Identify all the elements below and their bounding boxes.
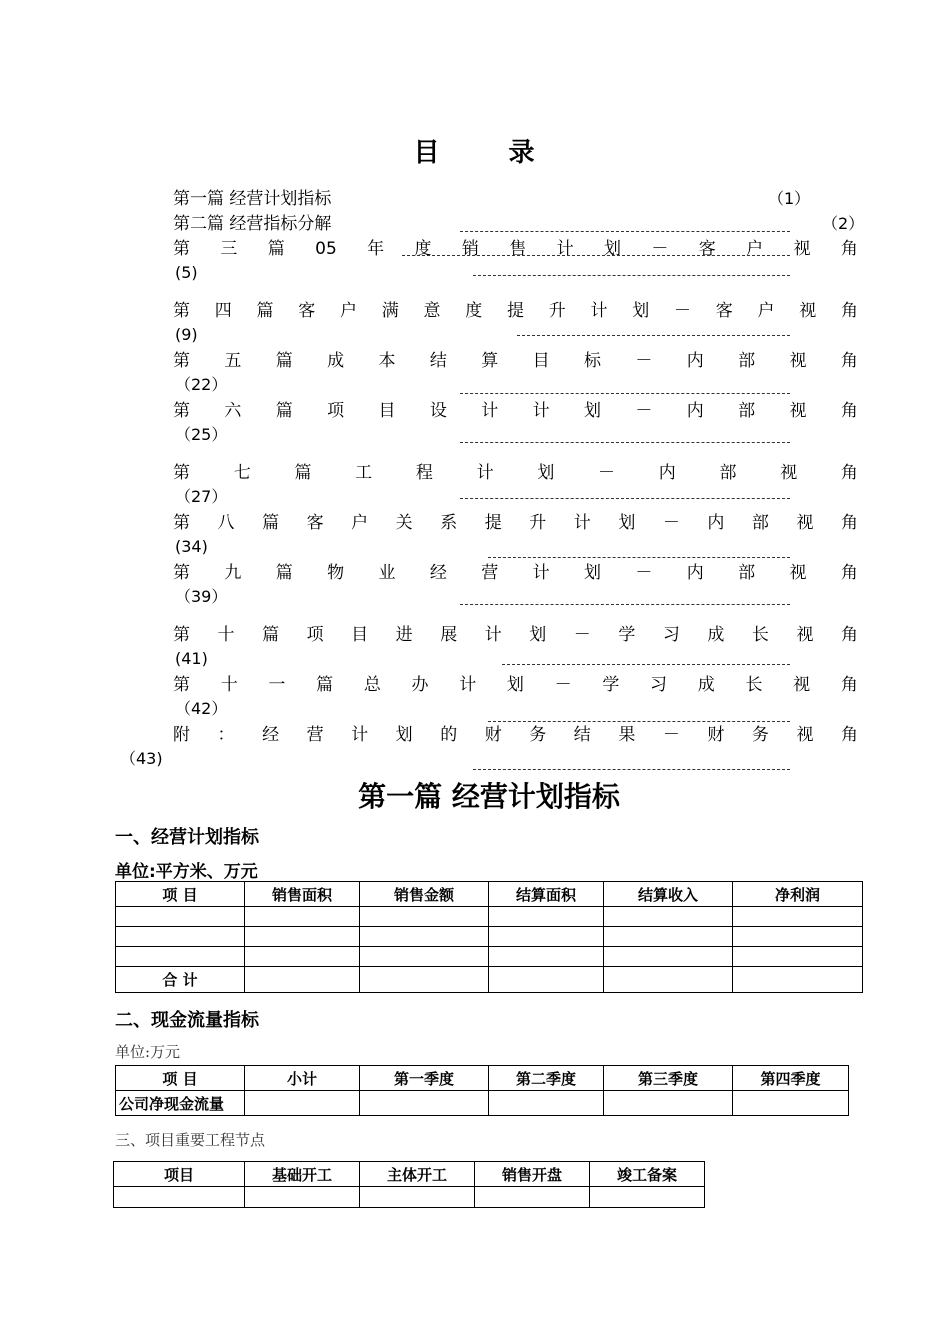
table-header-row [116,882,863,907]
toc-char: 成 [697,675,715,695]
toc-char: 篇 [316,675,334,695]
toc-entry-6[interactable] [173,399,858,423]
table-header: 销售金额 [360,882,489,907]
toc-char: 划 [537,463,555,483]
toc-char: 划 [618,513,636,533]
toc-char: 划 [506,675,524,695]
toc-char: 角 [840,625,858,645]
toc-entry-10[interactable] [173,623,858,647]
toc-char: 内 [686,401,704,421]
toc-char: 八 [217,513,235,533]
subsection-heading-3: 三、项目重要工程节点 [115,1131,266,1149]
toc-char: － [635,351,653,371]
toc-char: 第 [173,625,190,645]
toc-char: 视 [789,351,807,371]
toc-leader [460,604,790,605]
toc-char: ： [217,725,235,745]
table-header: 竣工备案 [590,1162,705,1187]
toc-page-ref: （39） [175,587,228,606]
toc-leader [473,275,790,276]
toc-char: 内 [707,513,725,533]
toc-char: 第 [173,513,190,533]
toc-char: 长 [745,675,763,695]
toc-char: 篇 [294,463,312,483]
table-row [116,907,863,927]
toc-char: 习 [662,625,680,645]
unit-label-1: 单位:平方米、万元 [115,862,258,882]
toc-char: 计 [556,239,574,259]
toc-char: 计 [532,563,550,583]
toc-char: 七 [233,463,251,483]
toc-char: 目 [351,625,369,645]
toc-char: 划 [604,239,622,259]
toc-char: 第 [173,675,190,695]
toc-char: 角 [840,725,858,745]
toc-char: 划 [584,563,601,583]
toc-char: 项 [306,625,324,645]
toc-char: 客 [715,301,733,321]
operating-plan-table [115,881,863,993]
table-header: 项目 [114,1162,245,1187]
toc-char: 十 [217,625,235,645]
toc-char: 角 [840,675,858,695]
toc-leader [460,498,790,499]
toc-char: 目 [532,351,550,371]
toc-char: 意 [423,301,441,321]
toc-char: 程 [415,463,433,483]
toc-char: 业 [378,563,396,583]
toc-char: 第 [173,239,190,259]
toc-char: 视 [796,513,814,533]
toc-char: 部 [738,351,756,371]
toc-page-ref: (34) [175,537,208,556]
toc-leader [517,335,790,336]
toc-char: 篇 [275,351,293,371]
toc-char: 视 [789,401,807,421]
table-row [116,947,863,967]
toc-char: 角 [840,351,858,371]
table-header: 小计 [245,1066,360,1091]
toc-page-ref: （25） [175,425,228,444]
toc-char: 角 [840,463,858,483]
toc-char: 提 [507,301,524,321]
toc-char: 物 [327,563,345,583]
toc-char: 经 [429,563,447,583]
toc-char: 营 [481,563,499,583]
toc-char: 部 [719,463,737,483]
toc-char: 客 [306,513,324,533]
section-title: 第一篇 经营计划指标 [358,780,620,813]
toc-char: 长 [751,625,769,645]
toc-char: 附 [173,725,190,745]
toc-char: 工 [355,463,373,483]
toc-char: 计 [481,401,499,421]
toc-entry-7[interactable] [173,461,858,485]
table-header-row [116,1066,849,1091]
table-header: 销售开盘 [475,1162,590,1187]
toc-char: 进 [395,625,413,645]
toc-char: 系 [440,513,458,533]
toc-char: 十 [220,675,238,695]
toc-char: － [662,513,680,533]
toc-char: 五 [224,351,242,371]
toc-char: 关 [395,513,413,533]
toc-char: 篇 [256,301,274,321]
toc-leader [402,255,790,256]
table-header-row [114,1162,705,1187]
toc-char: 划 [632,301,650,321]
toc-char: 角 [840,513,858,533]
toc-char: － [674,301,691,321]
toc-entry-12[interactable] [173,723,858,747]
toc-char: 内 [658,463,676,483]
toc-char: 视 [799,301,817,321]
toc-char: 视 [796,725,814,745]
toc-leader [460,231,790,232]
toc-char: － [635,563,653,583]
toc-page-ref: （1） [768,189,811,208]
toc-char: 部 [738,563,756,583]
toc-char: 四 [214,301,232,321]
toc-char: 度 [414,239,432,259]
toc-char: 办 [411,675,429,695]
toc-char: 05 [315,239,337,259]
toc-char: 客 [698,239,716,259]
toc-page-ref: （2） [822,214,865,233]
toc-char: 第 [173,301,190,321]
toc-page-ref: (41) [175,649,208,668]
toc-char: 满 [381,301,399,321]
toc-char: 篇 [267,239,285,259]
toc-char: 户 [757,301,775,321]
toc-entry-2[interactable] [173,212,331,236]
toc-char: 财 [707,725,725,745]
cash-flow-table [115,1065,849,1116]
toc-page-ref: (9) [175,325,198,344]
toc-char: 习 [650,675,668,695]
toc-char: － [662,725,680,745]
toc-char: 篇 [262,625,280,645]
toc-char: 果 [618,725,636,745]
toc-page-ref: （22） [175,375,228,394]
toc-char: 内 [686,351,704,371]
toc-char: 项 [327,401,345,421]
toc-char: 标 [584,351,601,371]
toc-leader [502,664,790,665]
toc-entry-3[interactable] [173,237,858,261]
toc-leader [488,557,790,558]
toc-char: 提 [484,513,502,533]
toc-char: 计 [351,725,369,745]
toc-char: 户 [340,301,357,321]
toc-char: 角 [840,401,858,421]
toc-char: 计 [573,513,591,533]
table-header: 销售面积 [245,882,360,907]
toc-char: 第 [173,401,190,421]
toc-char: 经 [262,725,280,745]
toc-char: 视 [796,625,814,645]
toc-char: 视 [793,239,811,259]
toc-char: 售 [509,239,527,259]
toc-entry-9[interactable] [173,561,858,585]
table-header: 第一季度 [360,1066,489,1091]
toc-char: 务 [529,725,547,745]
toc-char: 计 [532,401,550,421]
toc-char: 升 [548,301,566,321]
toc-char: 计 [459,675,477,695]
toc-char: 篇 [262,513,280,533]
toc-char: 设 [429,401,447,421]
toc-char: 户 [746,239,764,259]
table-header: 第二季度 [489,1066,604,1091]
toc-page-ref: （42） [175,699,228,718]
table-header: 结算收入 [604,882,733,907]
toc-leader [488,721,790,722]
toc-entry-11[interactable] [173,673,858,697]
subsection-heading-2: 二、现金流量指标 [115,1010,259,1031]
toc-char: 计 [476,463,494,483]
toc-char: 展 [440,625,458,645]
toc-entry-5[interactable] [173,349,858,373]
toc-char: － [573,625,591,645]
toc-char: 年 [367,239,385,259]
toc-char: 销 [461,239,479,259]
toc-entry-4[interactable] [173,299,858,323]
toc-entry-1[interactable] [173,187,331,211]
table-total-row [116,967,863,993]
toc-char: 三 [220,239,238,259]
toc-char: 角 [840,239,858,259]
toc-char: 第 [173,463,190,483]
toc-char: 升 [529,513,547,533]
table-header: 第四季度 [733,1066,849,1091]
toc-char: 结 [573,725,591,745]
toc-char: － [554,675,572,695]
table-header: 净利润 [733,882,863,907]
toc-char: 篇 [275,563,293,583]
toc-leader [460,393,790,394]
toc-page-ref: （27） [175,487,228,506]
toc-char: 财 [484,725,502,745]
toc-char: 成 [707,625,725,645]
toc-char: 六 [224,401,242,421]
toc-char: 部 [751,513,769,533]
toc-char: 第 [173,563,190,583]
total-label: 合 计 [116,967,245,993]
toc-char: 计 [484,625,502,645]
table-header: 结算面积 [489,882,604,907]
toc-leader [460,442,790,443]
toc-char: 第 [173,351,190,371]
milestone-table [113,1161,705,1208]
toc-char: 角 [840,563,858,583]
toc-char: 务 [751,725,769,745]
toc-char: 成 [327,351,345,371]
table-header: 主体开工 [360,1162,475,1187]
toc-page-ref: （43) [120,749,163,768]
toc-char: － [598,463,616,483]
toc-char: 篇 [275,401,293,421]
toc-char: 户 [351,513,369,533]
toc-char: 结 [429,351,447,371]
toc-char: 计 [590,301,608,321]
toc-char: 内 [686,563,704,583]
toc-char: 算 [481,351,499,371]
toc-char: 部 [738,401,756,421]
toc-char: 划 [395,725,413,745]
toc-char: 一 [268,675,286,695]
toc-char: 学 [602,675,620,695]
table-row [114,1187,705,1208]
toc-char: 划 [529,625,547,645]
toc-entry-label: 第一篇 经营计划指标 [173,189,332,209]
toc-leader [473,769,790,770]
toc-char: 本 [378,351,396,371]
toc-entry-8[interactable] [173,511,858,535]
toc-entry-label: 第二篇 经营指标分解 [173,214,332,234]
toc-char: 客 [298,301,316,321]
toc-char: 度 [465,301,483,321]
toc-char: 九 [224,563,242,583]
toc-char: 目 [378,401,396,421]
table-row [116,927,863,947]
table-header: 第三季度 [604,1066,733,1091]
toc-char: 视 [780,463,798,483]
subsection-heading-1: 一、经营计划指标 [115,827,259,848]
toc-page-ref: (5) [175,263,198,282]
toc-char: 营 [306,725,324,745]
unit-label-2: 单位:万元 [115,1043,181,1061]
toc-char: 的 [440,725,458,745]
toc-char: 总 [363,675,381,695]
toc-char: 视 [789,563,807,583]
toc-char: 视 [793,675,811,695]
toc-char: 学 [618,625,636,645]
toc-char: － [651,239,669,259]
table-header: 项 目 [116,882,245,907]
toc-char: 角 [841,301,858,321]
table-header: 基础开工 [245,1162,360,1187]
toc-char: － [635,401,653,421]
row-label: 公司净现金流量 [116,1091,245,1116]
toc-char: 划 [584,401,601,421]
toc-title: 目 录 [413,138,565,168]
table-header: 项 目 [116,1066,245,1091]
table-row [116,1091,849,1116]
